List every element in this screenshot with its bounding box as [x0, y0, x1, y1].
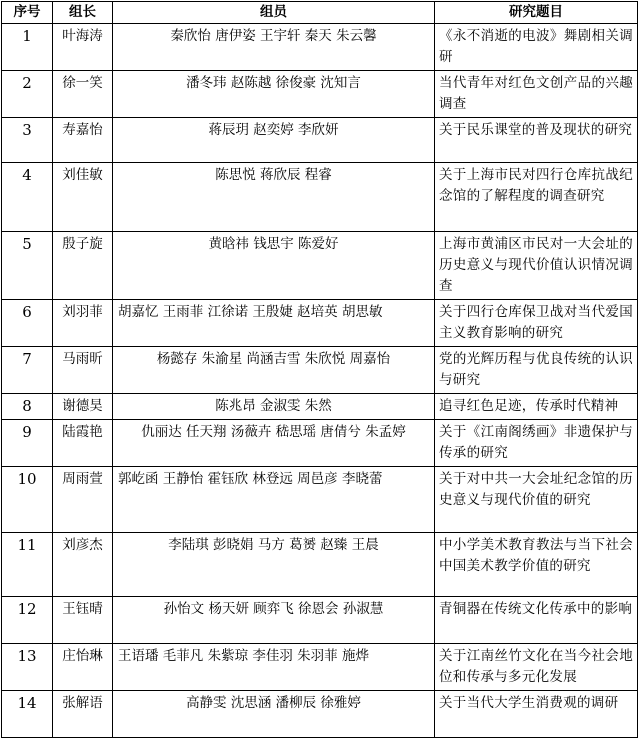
table-row	[2, 597, 638, 644]
row-leader: 庄怡琳	[53, 644, 113, 691]
row-leader: 谢德昊	[53, 394, 113, 420]
row-members: 王语璠 毛菲凡 朱紫琼 李佳羽 朱羽菲 施烨	[113, 644, 435, 691]
row-topic: 青铜器在传统文化传承中的影响	[435, 597, 638, 644]
row-topic: 关于《江南阁绣画》非遗保护与传承的研究	[435, 420, 638, 467]
table-row	[2, 691, 638, 738]
table-row	[2, 394, 638, 420]
table-row	[2, 300, 638, 347]
row-members: 秦欣怡 唐伊姿 王宇轩 秦天 朱云馨	[113, 24, 435, 71]
row-no: 4	[2, 163, 53, 232]
row-no: 3	[2, 118, 53, 163]
row-topic: 关于对中共一大会址纪念馆的历史意义与现代价值的研究	[435, 467, 638, 533]
header-topic: 研究题目	[435, 2, 638, 24]
row-members: 潘冬玮 赵陈越 徐俊豪 沈知言	[113, 71, 435, 118]
row-topic: 上海市黄浦区市民对一大会址的历史意义与现代价值认识情况调查	[435, 232, 638, 300]
row-leader: 殷子旋	[53, 232, 113, 300]
row-topic: 关于江南丝竹文化在当今社会地位和传承与多元化发展	[435, 644, 638, 691]
row-leader: 刘羽菲	[53, 300, 113, 347]
table-row	[2, 24, 638, 71]
row-members: 高静雯 沈思涵 潘柳辰 徐雅婷	[113, 691, 435, 738]
row-no: 11	[2, 533, 53, 597]
row-leader: 刘佳敏	[53, 163, 113, 232]
row-leader: 叶海涛	[53, 24, 113, 71]
row-topic: 追寻红色足迹，传承时代精神	[435, 394, 638, 420]
row-leader: 王钰晴	[53, 597, 113, 644]
row-no: 2	[2, 71, 53, 118]
row-leader: 徐一笑	[53, 71, 113, 118]
row-no: 5	[2, 232, 53, 300]
table-row	[2, 347, 638, 394]
row-leader: 马雨昕	[53, 347, 113, 394]
row-members: 杨懿存 朱渝星 尚涵吉雪 朱欣悦 周嘉怡	[113, 347, 435, 394]
header-row	[2, 2, 638, 24]
row-leader: 寿嘉怡	[53, 118, 113, 163]
row-leader: 陆霞艳	[53, 420, 113, 467]
row-topic: 关于民乐课堂的普及现状的研究	[435, 118, 638, 163]
row-no: 10	[2, 467, 53, 533]
research-group-table	[1, 1, 638, 738]
table-row	[2, 644, 638, 691]
header-members: 组员	[113, 2, 435, 24]
row-topic: 中小学美术教育教法与当下社会中国美术教学价值的研究	[435, 533, 638, 597]
row-leader: 张解语	[53, 691, 113, 738]
row-no: 7	[2, 347, 53, 394]
row-no: 12	[2, 597, 53, 644]
table-row	[2, 163, 638, 232]
row-topic: 党的光辉历程与优良传统的认识与研究	[435, 347, 638, 394]
table-row	[2, 118, 638, 163]
row-members: 仇丽达 任天翔 汤薇卉 嵇思瑶 唐倩兮 朱孟婷	[113, 420, 435, 467]
row-members: 黄晗祎 钱思宇 陈爱好	[113, 232, 435, 300]
row-no: 13	[2, 644, 53, 691]
row-members: 郭屹函 王静怡 霍钰欣 林登远 周邑彦 李晓蕾	[113, 467, 435, 533]
row-members: 孙怡文 杨天妍 顾弈飞 徐恩会 孙淑慧	[113, 597, 435, 644]
row-leader: 刘彦杰	[53, 533, 113, 597]
row-members: 蒋辰玥 赵奕婷 李欣妍	[113, 118, 435, 163]
table-row	[2, 420, 638, 467]
table-row	[2, 232, 638, 300]
row-topic: 关于上海市民对四行仓库抗战纪念馆的了解程度的调查研究	[435, 163, 638, 232]
row-topic: 关于当代大学生消费观的调研	[435, 691, 638, 738]
row-topic: 《永不消逝的电波》舞剧相关调研	[435, 24, 638, 71]
row-topic: 关于四行仓库保卫战对当代爱国主义教育影响的研究	[435, 300, 638, 347]
row-no: 6	[2, 300, 53, 347]
table-row	[2, 533, 638, 597]
row-topic: 当代青年对红色文创产品的兴趣调查	[435, 71, 638, 118]
header-no: 序号	[2, 2, 53, 24]
row-members: 陈兆昂 金淑雯 朱然	[113, 394, 435, 420]
row-no: 1	[2, 24, 53, 71]
row-members: 李陆琪 彭晓娟 马方 葛赟 赵臻 王晨	[113, 533, 435, 597]
row-members: 陈思悦 蒋欣辰 程睿	[113, 163, 435, 232]
row-no: 9	[2, 420, 53, 467]
table-row	[2, 71, 638, 118]
row-members: 胡嘉忆 王雨菲 江徐诺 王殷婕 赵培英 胡思敏	[113, 300, 435, 347]
row-leader: 周雨萱	[53, 467, 113, 533]
row-no: 14	[2, 691, 53, 738]
table-row	[2, 467, 638, 533]
row-no: 8	[2, 394, 53, 420]
header-leader: 组长	[53, 2, 113, 24]
